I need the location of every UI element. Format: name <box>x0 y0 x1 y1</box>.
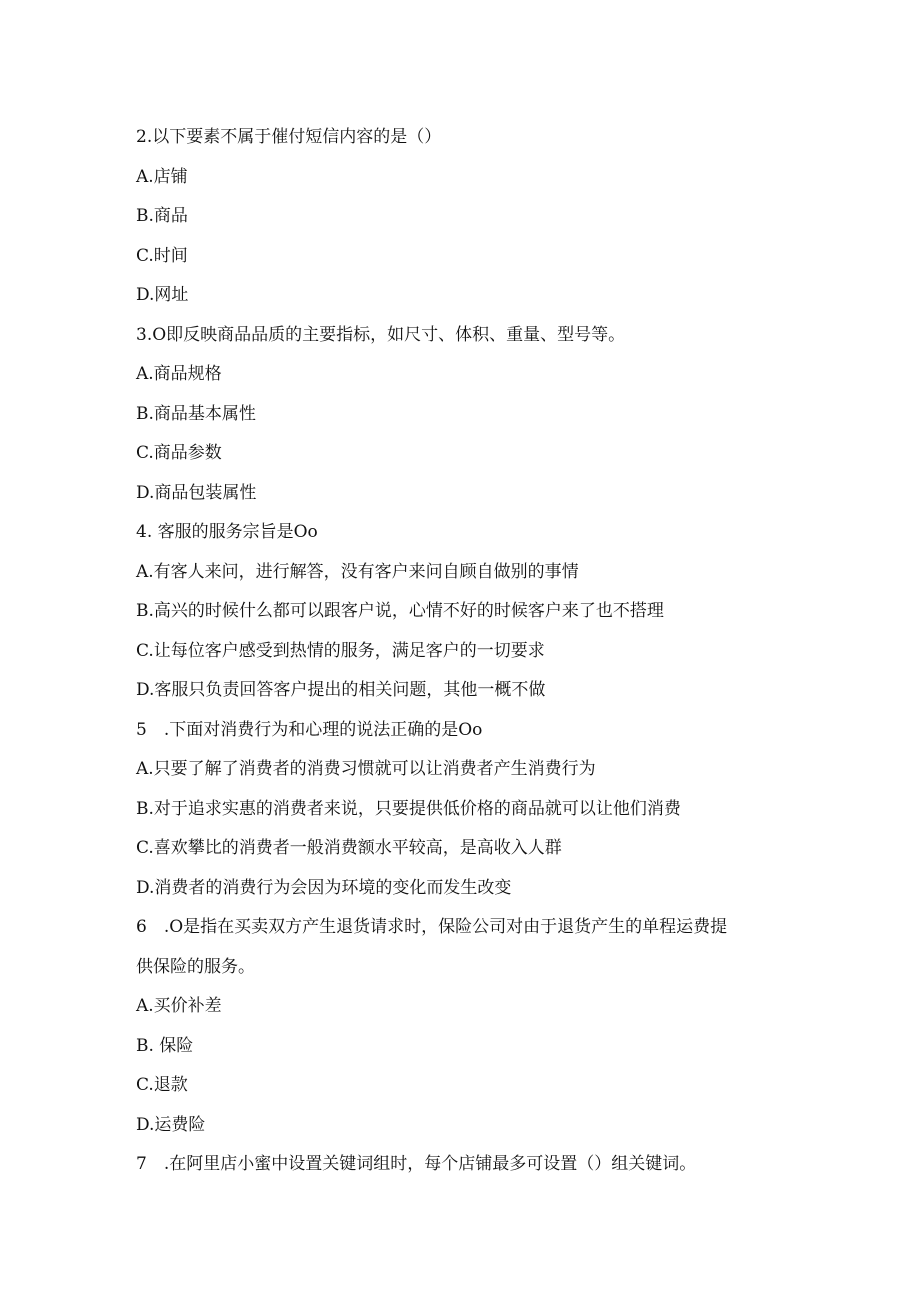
question-4-stem: 4. 客服的服务宗旨是Oo <box>136 522 318 542</box>
question-3-option-a: A.商品规格 <box>136 364 222 384</box>
question-7-stem: 7 .在阿里店小蜜中设置关键词组时，每个店铺最多可设置（）组关键词。 <box>136 1154 697 1174</box>
question-3-stem: 3.O即反映商品品质的主要指标，如尺寸、体积、重量、型号等。 <box>136 324 626 345</box>
question-5-option-d: D.消费者的消费行为会因为环境的变化而发生改变 <box>136 877 512 898</box>
question-5-stem: 5 .下面对消费行为和心理的说法正确的是Oo <box>136 719 483 740</box>
document-body <box>136 118 786 1185</box>
question-4-option-d: D.客服只负责回答客户提出的相关问题，其他一概不做 <box>136 680 546 700</box>
question-2-option-b: B.商品 <box>136 206 188 226</box>
question-4-option-a: A.有客人来问，进行解答，没有客户来问自顾自做别的事情 <box>136 561 579 582</box>
question-3-option-b: B.商品基本属性 <box>136 403 256 424</box>
question-2-option-a: A.店铺 <box>136 166 188 187</box>
question-5-option-a: A.只要了解了消费者的消费习惯就可以让消费者产生消费行为 <box>136 759 596 779</box>
question-2-option-c: C.时间 <box>136 245 188 266</box>
question-4-option-b: B.高兴的时候什么都可以跟客户说，心情不好的时候客户来了也不搭理 <box>136 601 664 621</box>
question-3-option-c: C.商品参数 <box>136 443 222 463</box>
question-6-stem-line-1: 6 .O是指在买卖双方产生退货请求时，保险公司对由于退货产生的单程运费提 <box>136 917 728 937</box>
question-6-option-c: C.退款 <box>136 1075 188 1095</box>
question-6-option-b: B. 保险 <box>136 1035 194 1056</box>
question-2-stem: 2.以下要素不属于催付短信内容的是（） <box>136 127 442 147</box>
question-4-option-c: C.让每位客户感受到热情的服务，满足客户的一切要求 <box>136 640 545 661</box>
question-2-option-d: D.网址 <box>136 285 189 305</box>
question-5-option-c: C.喜欢攀比的消费者一般消费额水平较高，是高收入人群 <box>136 838 562 858</box>
question-6-option-a: A.买价补差 <box>136 996 222 1016</box>
question-3-option-d: D.商品包装属性 <box>136 482 257 503</box>
question-5-option-b: B.对于追求实惠的消费者来说，只要提供低价格的商品就可以让他们消费 <box>136 798 681 819</box>
question-6-stem-line-2: 供保险的服务。 <box>136 956 255 977</box>
question-6-option-d: D.运费险 <box>136 1114 206 1135</box>
